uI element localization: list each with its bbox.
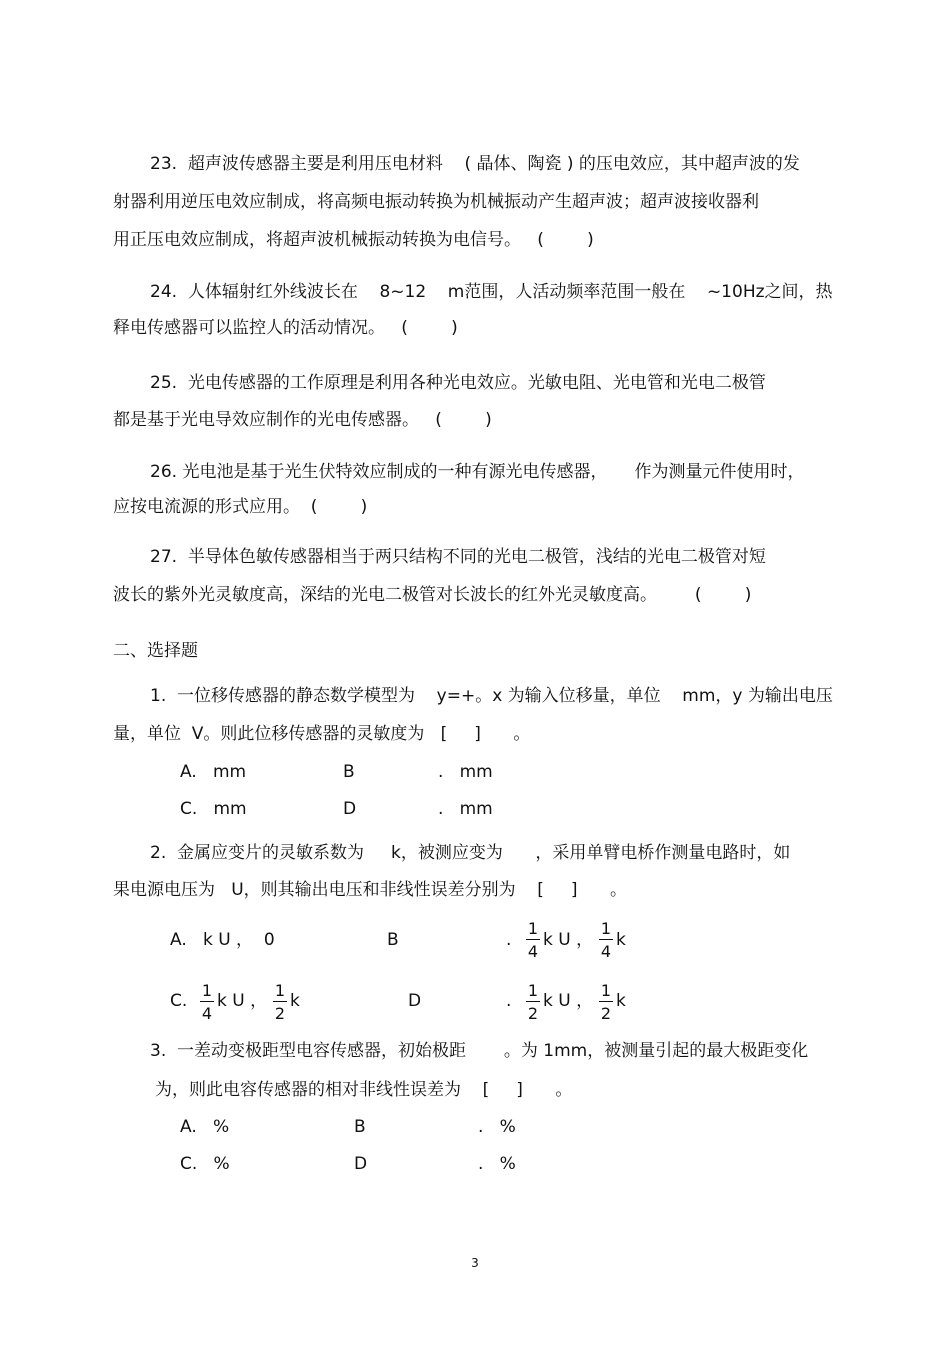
q24-line1: 24. 人体辐射红外线波长在 8~12 m范围，人活动频率范围一般在 ~10Hz之间，热 bbox=[150, 282, 833, 302]
q26-line1: 26. 光电池是基于光生伏特效应制成的一种有源光电传感器， 作为测量元件使用时， bbox=[150, 462, 805, 482]
c1-option-d-value: . mm bbox=[438, 799, 493, 819]
c2-option-b-k: k bbox=[616, 930, 626, 950]
c2-option-c-k: k bbox=[290, 991, 300, 1011]
q23-line1: 23. 超声波传感器主要是利用压电材料 ( 晶体、陶瓷 ) 的压电效应，其中超声波的发 bbox=[150, 154, 800, 174]
c3-option-d-label: D bbox=[354, 1154, 368, 1174]
fraction-denominator: 2 bbox=[527, 1004, 539, 1023]
c1-line2: 量，单位 V。则此位移传感器的灵敏度为 [ ] 。 bbox=[113, 724, 531, 744]
c1-line1: 1. 一位移传感器的静态数学模型为 y=+。x 为输入位移量，单位 mm，y 为输出电压 bbox=[150, 686, 833, 706]
c2-option-d-k: k bbox=[616, 991, 626, 1011]
q23-line3: 用正压电效应制成，将超声波机械振动转换为电信号。 ( ) bbox=[113, 230, 594, 250]
q24-line2: 释电传感器可以监控人的活动情况。 ( ) bbox=[113, 318, 458, 338]
fraction-numerator: 1 bbox=[274, 981, 286, 1000]
c3-option-c: C. % bbox=[180, 1154, 230, 1174]
q23-line2: 射器利用逆压电效应制成，将高频电振动转换为机械振动产生超声波；超声波接收器利 bbox=[113, 192, 759, 212]
fraction-numerator: 1 bbox=[527, 981, 539, 1000]
fraction-denominator: 2 bbox=[274, 1004, 286, 1023]
section-heading: 二、选择题 bbox=[113, 641, 198, 661]
c3-option-d-value: . % bbox=[478, 1154, 516, 1174]
fraction-denominator: 4 bbox=[201, 1004, 213, 1023]
c2-line2: 果电源电压为 U，则其输出电压和非线性误差分别为 [ ] 。 bbox=[113, 880, 627, 900]
fraction-denominator: 4 bbox=[527, 942, 539, 961]
c2-option-a: A. k U ， 0 bbox=[170, 930, 275, 950]
c3-option-b-label: B bbox=[354, 1117, 366, 1137]
c2-option-c-ku: k U ， bbox=[217, 991, 268, 1011]
c1-option-b-label: B bbox=[343, 762, 355, 782]
c2-c-fraction-1-4 bbox=[200, 983, 214, 1022]
c2-option-d-label: D bbox=[408, 991, 422, 1011]
q26-line2: 应按电流源的形式应用。 ( ) bbox=[113, 497, 368, 517]
c2-option-d-dot: . bbox=[506, 991, 512, 1011]
c2-option-b-label: B bbox=[387, 930, 399, 950]
c1-option-d-label: D bbox=[343, 799, 357, 819]
q25-line1: 25. 光电传感器的工作原理是利用各种光电效应。光敏电阻、光电管和光电二极管 bbox=[150, 373, 766, 393]
q27-line1: 27. 半导体色敏传感器相当于两只结构不同的光电二极管，浅结的光电二极管对短 bbox=[150, 547, 766, 567]
fraction-denominator: 4 bbox=[600, 942, 612, 961]
c1-option-c: C. mm bbox=[180, 799, 247, 819]
page-number: 3 bbox=[471, 1256, 479, 1270]
fraction-numerator: 1 bbox=[600, 981, 612, 1000]
fraction-numerator: 1 bbox=[201, 981, 213, 1000]
q27-line2: 波长的紫外光灵敏度高，深结的光电二极管对长波长的红外光灵敏度高。 ( ) bbox=[113, 585, 752, 605]
c3-line2: 为，则此电容传感器的相对非线性误差为 [ ] 。 bbox=[155, 1080, 573, 1100]
q25-line2: 都是基于光电导效应制作的光电传感器。 ( ) bbox=[113, 410, 492, 430]
c3-option-a: A. % bbox=[180, 1117, 230, 1137]
c2-d-fraction-1-2 bbox=[526, 983, 540, 1022]
c2-option-c-label: C. bbox=[170, 991, 188, 1011]
fraction-numerator: 1 bbox=[600, 919, 612, 938]
c1-option-a: A. mm bbox=[180, 762, 247, 782]
c2-c-fraction-1-2 bbox=[273, 983, 287, 1022]
c2-option-b-dot: . bbox=[506, 930, 512, 950]
c2-b-fraction-1-4-second bbox=[599, 921, 613, 960]
c2-line1: 2. 金属应变片的灵敏系数为 k，被测应变为 ，采用单臂电桥作测量电路时，如 bbox=[150, 843, 791, 863]
c2-d-fraction-1-2-second bbox=[599, 983, 613, 1022]
c1-option-b-value: . mm bbox=[438, 762, 493, 782]
fraction-numerator: 1 bbox=[527, 919, 539, 938]
fraction-denominator: 2 bbox=[600, 1004, 612, 1023]
c3-line1: 3. 一差动变极距型电容传感器，初始极距 。为 1mm，被测量引起的最大极距变化 bbox=[150, 1041, 809, 1061]
c2-option-b-ku: k U ， bbox=[543, 930, 594, 950]
c2-option-d-ku: k U ， bbox=[543, 991, 594, 1011]
c2-b-fraction-1-4 bbox=[526, 921, 540, 960]
c3-option-b-value: . % bbox=[478, 1117, 516, 1137]
